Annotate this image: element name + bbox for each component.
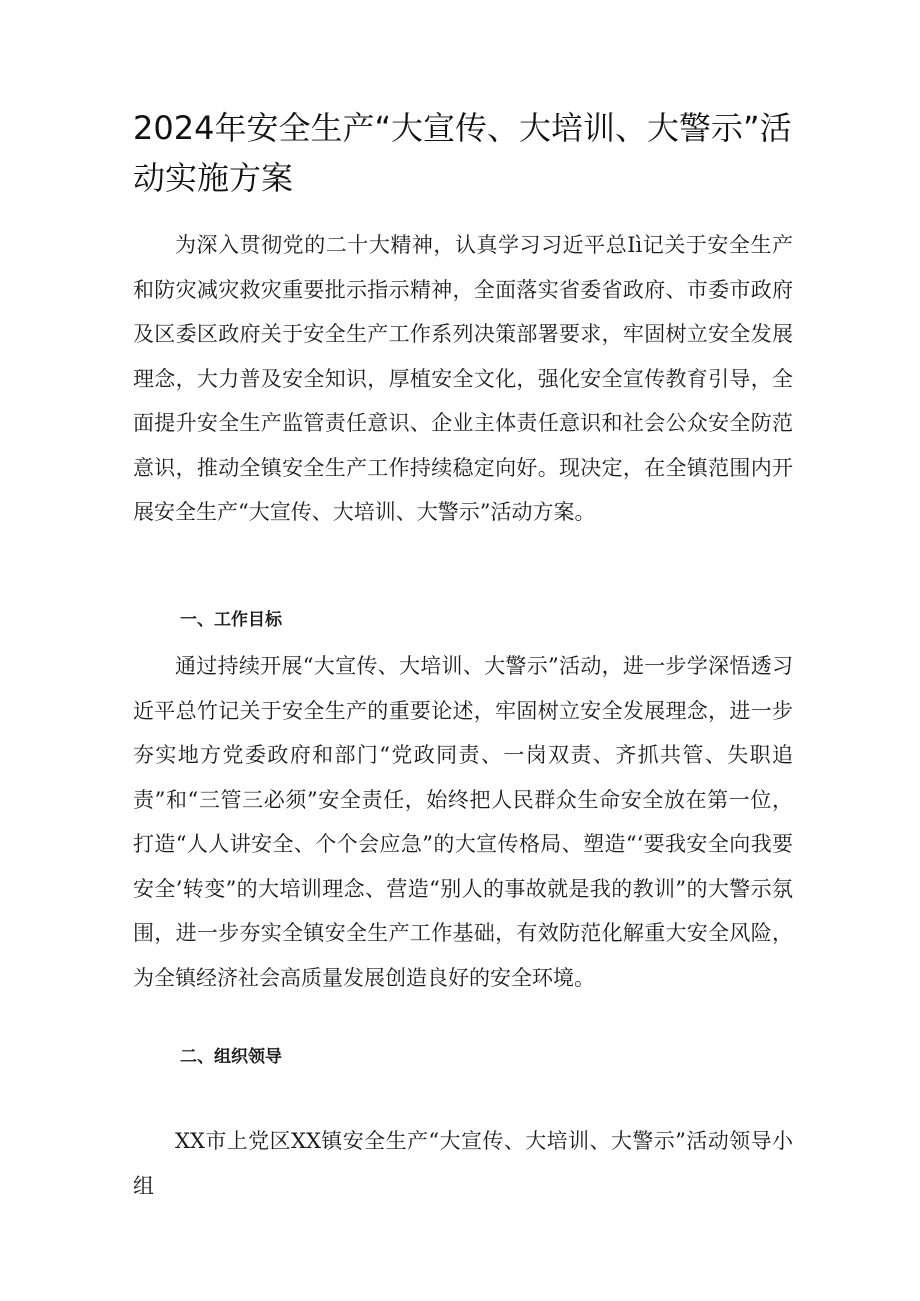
document-title: 2024年安全生产“大宣传、大培训、大警示”活动实施方案: [133, 109, 792, 197]
intro-paragraph: 为深入贯彻党的二十大精神，认真学习习近平总Iì记关于安全生产和防灾减灾救灾重要批示指示精神，全面落实省委省政府、市委市政府及区委区政府关于安全生产工作系列决策部署要求，牢固树立安全发展理念，大力普及安全知识，厚植安全文化，强化安全宣传教育引导，全面提升安全生产监管责任意识、企业主体责任意识和社会公众安全防范意识，推动全镇安全生产工作持续稳定向好。现决定，在全镇范围内开展安全生产“大宣传、大培训、大警示”活动方案。: [133, 233, 793, 524]
section-heading-organization: 二、组织领导: [180, 1047, 282, 1067]
section-heading-goals: 一、工作目标: [180, 610, 282, 630]
section-body-organization: XX市上党区XX镇安全生产“大宣传、大培训、大警示”活动领导小组: [133, 1129, 793, 1198]
section-body-goals: 通过持续开展“大宣传、大培训、大警示”活动，进一步学深悟透习近平总竹记关于安全生产的重要论述，牢固树立安全发展理念，进一步夯实地方党委政府和部门“党政同责、一岗双责、齐抓共管、失职追责”和“三管三必须”安全责任，始终把人民群众生命安全放在第一位，打造“人人讲安全、个个会应急”的大宣传格局、塑造“‘要我安全向我要安全’转变”的大培训理念、营造“别人的事故就是我的教训”的大警示氛围，进一步夯实全镇安全生产工作基础，有效防范化解重大安全风险，为全镇经济社会高质量发展创造良好的安全环境。: [133, 654, 793, 990]
